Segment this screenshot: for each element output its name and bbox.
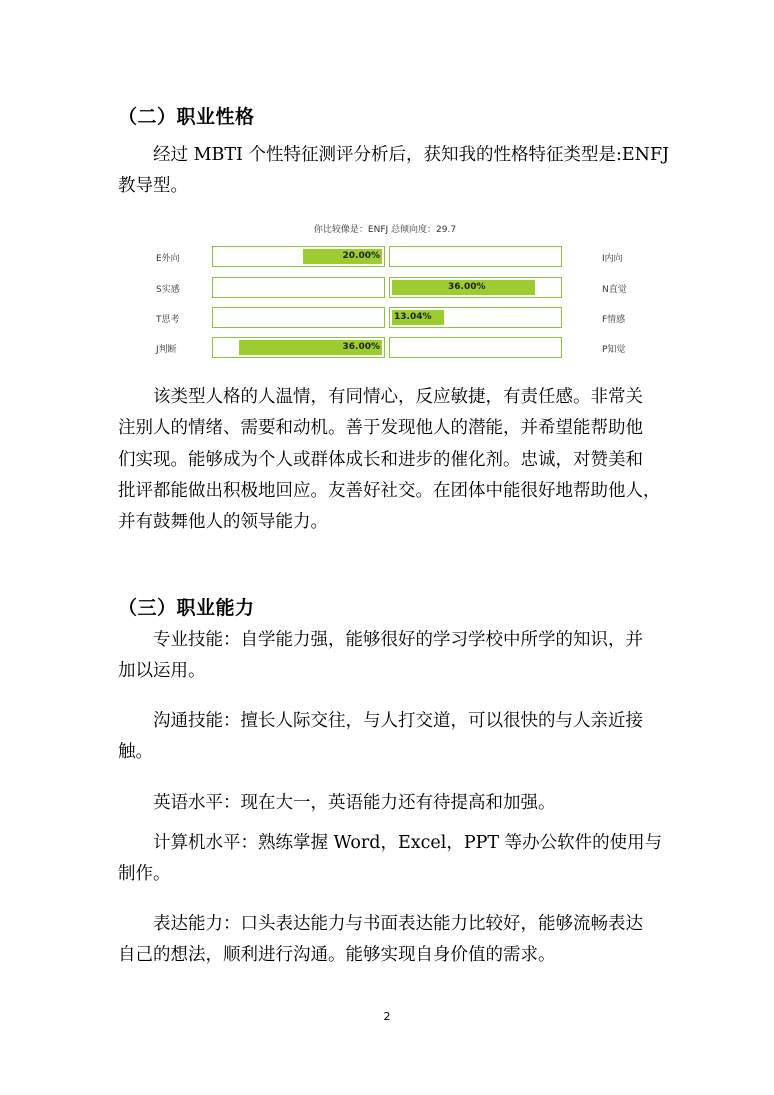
section-heading-career-ability: （三）职业能力: [118, 597, 255, 619]
skill-line: 自己的想法，顺利进行沟通。能够实现自身价值的需求。: [118, 945, 556, 966]
mbti-row: [150, 307, 640, 330]
mbti-value-label: 20.00%: [342, 251, 380, 261]
section-heading-career-personality: （二）职业性格: [118, 106, 255, 128]
mbti-value-label: 36.00%: [342, 342, 380, 352]
mbti-row: [150, 246, 640, 269]
mbti-chart: [150, 222, 640, 362]
mbti-right-label: P知觉: [602, 345, 626, 355]
mbti-value-label: 36.00%: [448, 282, 486, 292]
personality-description: [118, 382, 663, 538]
mbti-row: [150, 337, 640, 360]
page-number: 2: [383, 1010, 391, 1023]
skill-professional: [118, 625, 663, 688]
desc-line: 该类型人格的人温情，有同情心，反应敏捷，有责任感。非常关: [153, 387, 643, 407]
skill-line: 沟通技能：擅长人际交往，与人打交道，可以很快的与人亲近接: [153, 711, 643, 731]
mbti-intro-paragraph: [118, 140, 670, 203]
mbti-right-box: [389, 307, 562, 328]
desc-line: 批评都能做出积极地回应。友善好社交。在团体中能很好地帮助他人，: [118, 480, 661, 501]
mbti-right-box: [389, 277, 562, 298]
skill-expression: [118, 909, 663, 972]
mbti-right-box: [389, 246, 562, 267]
desc-line: 们实现。能够成为个人或群体成长和进步的催化剂。忠诚，对赞美和: [118, 449, 643, 470]
mbti-right-label: F情感: [602, 315, 626, 325]
intro-line: 经过 MBTI 个性特征测评分析后，获知我的性格特征类型是:ENFJ: [153, 145, 670, 165]
intro-line: 教导型。: [118, 176, 188, 197]
mbti-left-label: E外向: [156, 254, 180, 264]
mbti-right-label: N直觉: [602, 285, 627, 295]
skill-line: 加以运用。: [118, 661, 206, 682]
skill-line: 表达能力：口头表达能力与书面表达能力比较好，能够流畅表达: [153, 914, 643, 934]
skill-line: 专业技能：自学能力强，能够很好的学习学校中所学的知识，并: [153, 630, 643, 650]
mbti-row: [150, 277, 640, 300]
mbti-value-label: 13.04%: [394, 312, 432, 322]
mbti-left-label: J判断: [156, 345, 177, 355]
mbti-right-label: I内向: [602, 254, 623, 264]
mbti-left-label: T思考: [156, 315, 180, 325]
skill-computer: [118, 828, 663, 891]
desc-line: 注别人的情绪、需要和动机。善于发现他人的潜能，并希望能帮助他: [118, 418, 643, 439]
mbti-right-box: [389, 337, 562, 358]
mbti-left-box: [212, 277, 385, 298]
desc-line: 并有鼓舞他人的领导能力。: [118, 512, 328, 533]
skill-line: 制作。: [118, 864, 171, 885]
chart-title: 你比较像是：ENFJ 总倾向度：29.7: [313, 225, 457, 235]
skill-communication: [118, 706, 663, 769]
skill-line: 英语水平：现在大一，英语能力还有待提高和加强。: [153, 793, 556, 813]
skill-line: 计算机水平：熟练掌握 Word，Excel，PPT 等办公软件的使用与: [153, 833, 663, 853]
mbti-left-box: [212, 307, 385, 328]
mbti-left-label: S实感: [156, 285, 180, 295]
mbti-left-box: [212, 337, 385, 358]
mbti-left-box: [212, 246, 385, 267]
skill-english: [118, 788, 663, 819]
skill-line: 触。: [118, 742, 153, 763]
